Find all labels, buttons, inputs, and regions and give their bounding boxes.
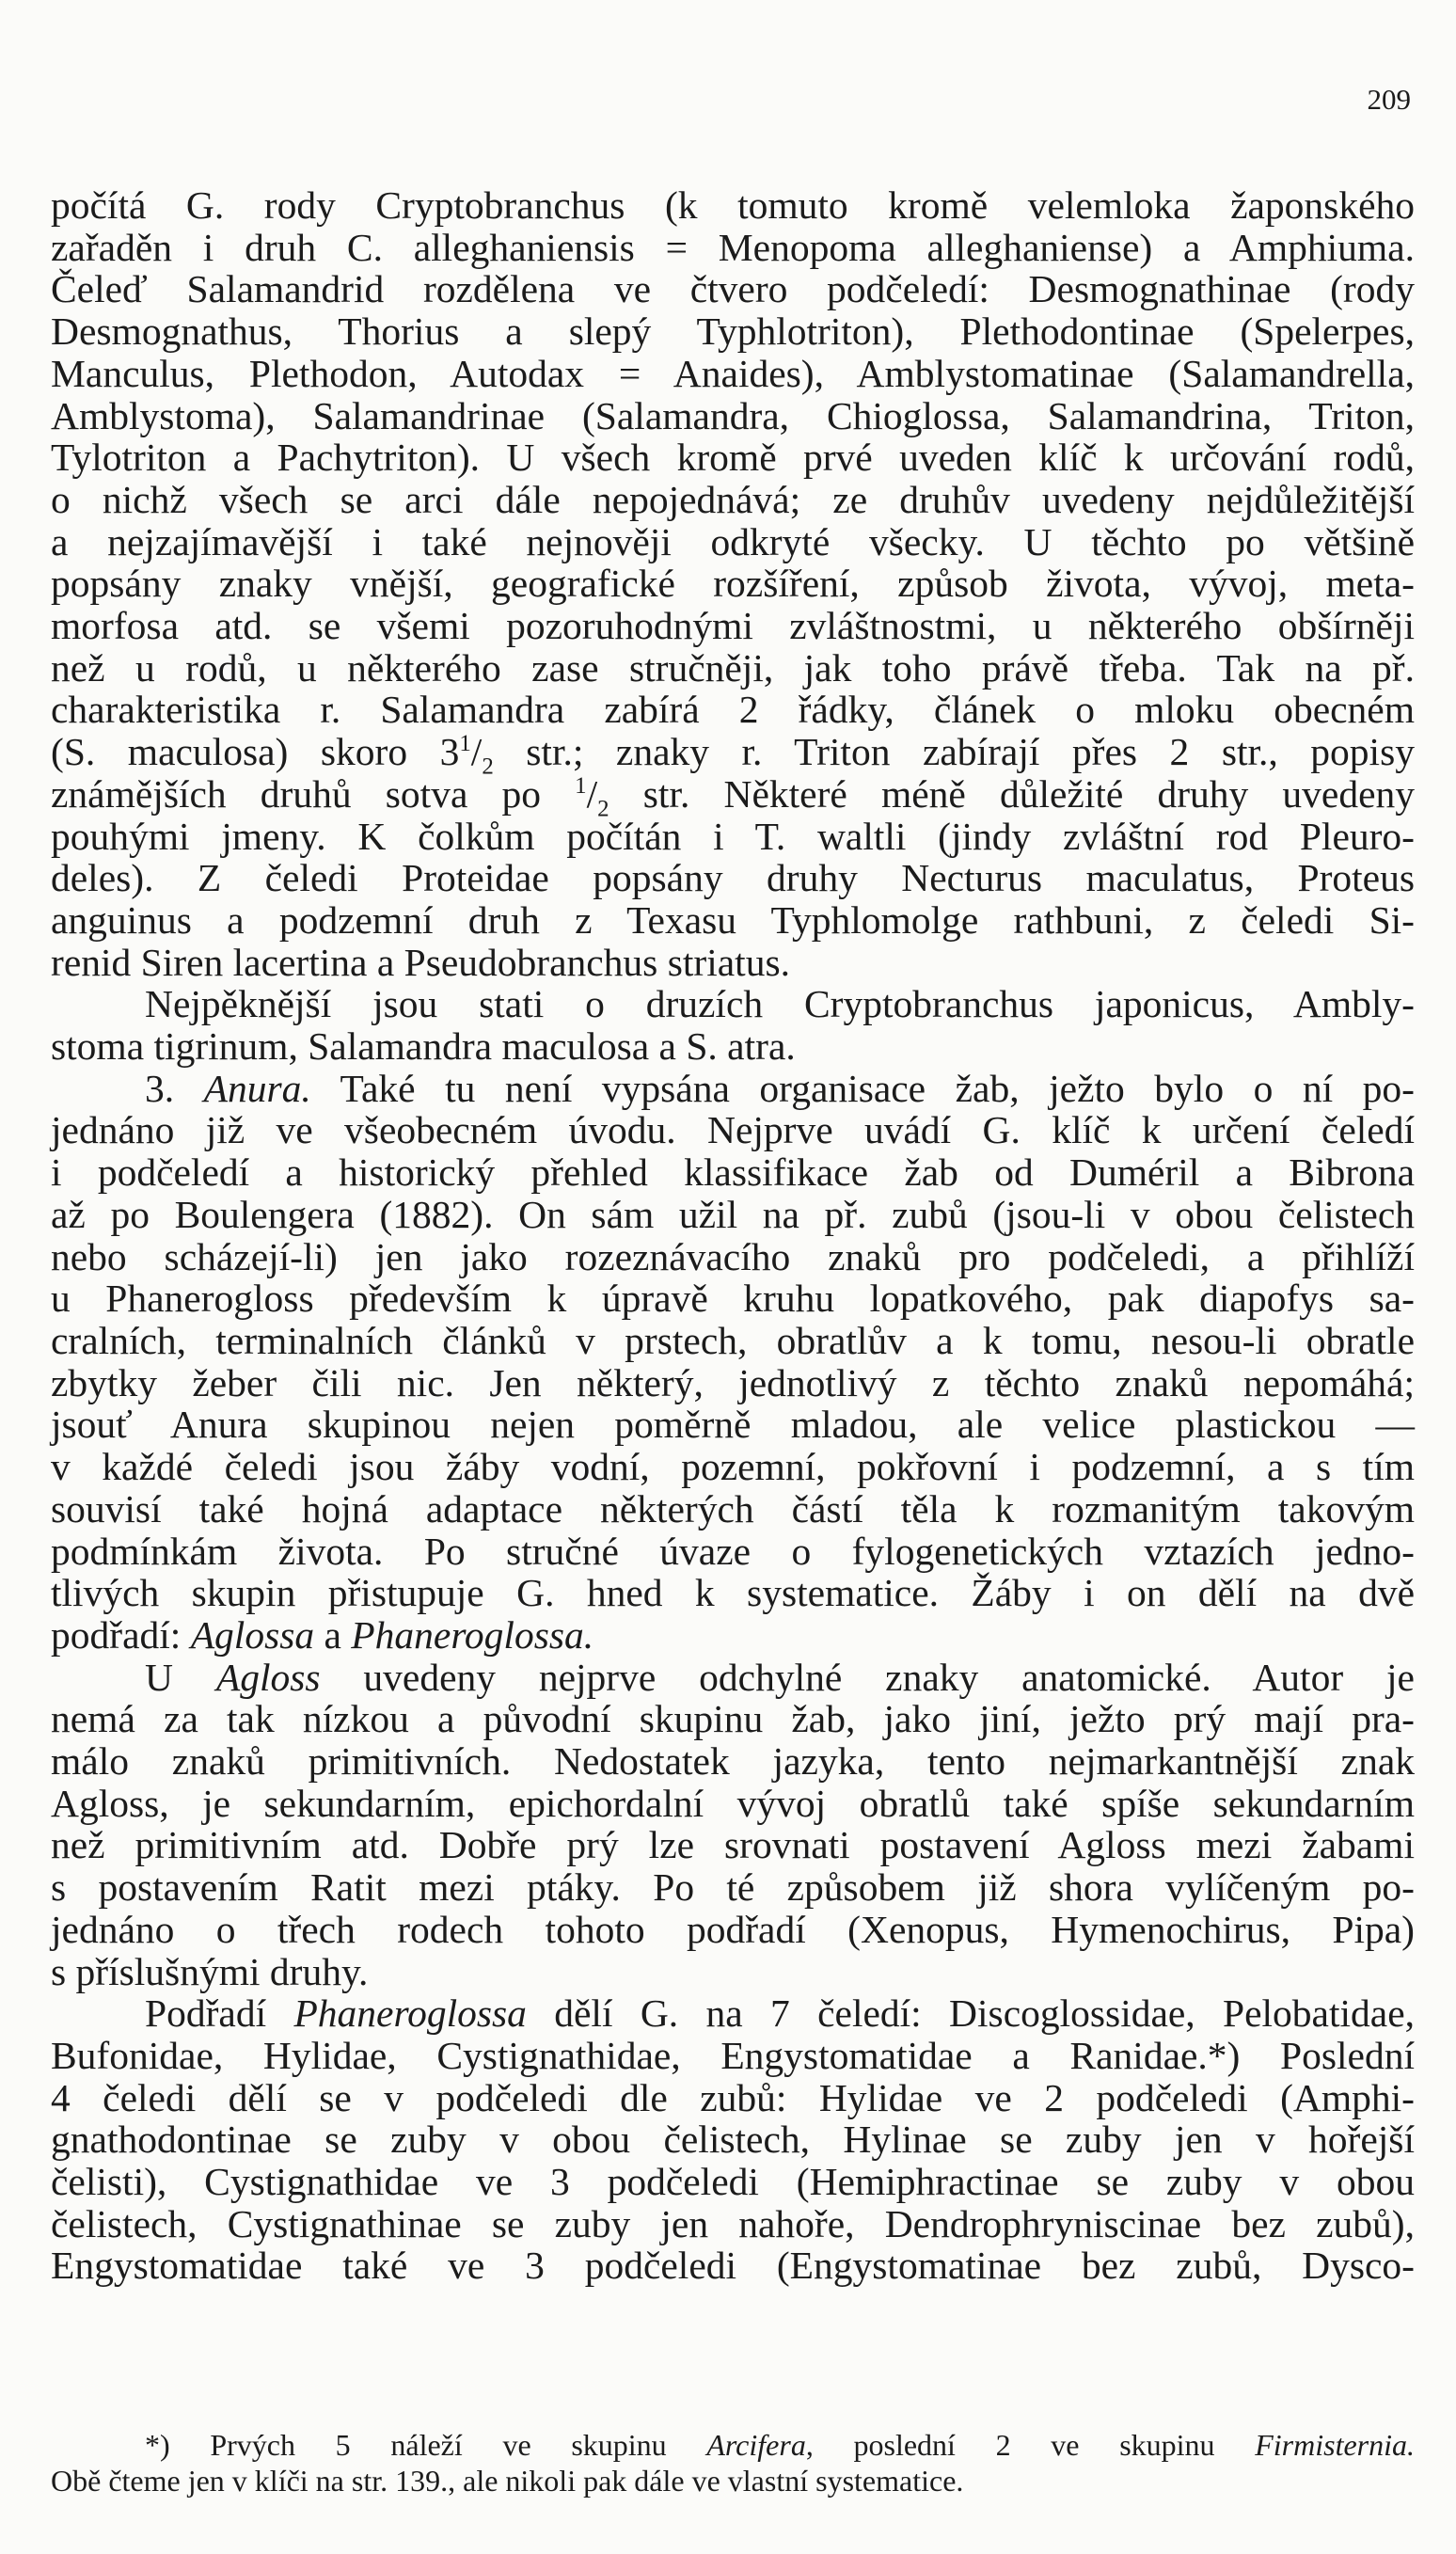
text-line: s příslušnými druhy. bbox=[51, 1949, 369, 1993]
footnote-line bbox=[51, 2427, 1415, 2463]
text-fragment: *) Prvých 5 náleží ve skupinu bbox=[145, 2428, 707, 2462]
text-line: jednáno již ve všeobecném úvodu. Nejprve uvádí G. klíč k určení čeledí bbox=[51, 1108, 1415, 1152]
text-fragment: Podřadí bbox=[145, 1991, 294, 2036]
section-number: 3. bbox=[145, 1066, 204, 1110]
text-line bbox=[51, 1992, 1415, 2035]
page-number: 209 bbox=[1367, 83, 1411, 116]
text-line: počítá G. rody Cryptobranchus (k tomuto kromě velemloka žaponského bbox=[51, 183, 1415, 227]
text-fragment: podřadí: bbox=[51, 1612, 191, 1657]
text-line: zařaděn i druh C. alleghaniensis = Menopoma alleghaniense) a Amphiuma. bbox=[51, 225, 1415, 269]
text-line: s postavením Ratit mezi ptáky. Po té způsobem již shora vylíčeným po- bbox=[51, 1865, 1415, 1910]
text-line: a nejzajímavější i také nejnověji odkryté všecky. U těchto po většině bbox=[51, 519, 1415, 563]
text-fragment: a bbox=[314, 1612, 352, 1657]
fraction-numerator: 1 bbox=[459, 731, 471, 757]
text-fragment: Také tu není vypsána organisace žab, ježto bylo o ní po- bbox=[310, 1066, 1416, 1110]
text-line: Amblystoma), Salamandrinae (Salamandra, Chioglossa, Salamandrina, Triton, bbox=[51, 393, 1415, 437]
text-line: než u rodů, u některého zase stručněji, jak toho právě třeba. Tak na př. bbox=[51, 645, 1415, 690]
text-line: morfosa atd. se všemi pozoruhodnými zvláštnostmi, u některého obšírněji bbox=[51, 604, 1415, 648]
text-line bbox=[51, 1068, 1415, 1110]
text-line: Manculus, Plethodon, Autodax = Anaides), Amblystomatinae (Salamandrella, bbox=[51, 351, 1415, 395]
text-line: cralních, terminalních článků v prstech, obratlův a k tomu, nesou-li obratle bbox=[51, 1318, 1415, 1362]
footnote bbox=[51, 2427, 1415, 2498]
text-line: nebo scházejí-li) jen jako rozeznávacího znaků pro podčeledi, a přihlíží bbox=[51, 1234, 1415, 1278]
text-line: Nejpěknější jsou stati o druzích Cryptobranchus japonicus, Ambly- bbox=[145, 982, 1415, 1026]
text-fragment: známějších druhů sotva po bbox=[51, 771, 576, 816]
text-line: i podčeledí a historický přehled klassifikace žab od Duméril a Bibrona bbox=[51, 1150, 1415, 1195]
text-line: deles). Z čeledi Proteidae popsány druhy Necturus maculatus, Proteus bbox=[51, 856, 1415, 900]
text-line: Engystomatidae také ve 3 podčeledi (Engystomatinae bez zubů, Dysco- bbox=[51, 2244, 1415, 2288]
taxon-name: Aglossa bbox=[190, 1612, 315, 1657]
text-line: jsouť Anura skupinou nejen poměrně mladou, ale velice plastickou — bbox=[51, 1403, 1415, 1447]
text-line: popsány znaky vnější, geografické rozšíření, způsob života, vývoj, meta- bbox=[51, 562, 1415, 606]
text-line: čelisti), Cystignathidae ve 3 podčeledi (Hemiphractinae se zuby v obou bbox=[51, 2160, 1415, 2204]
text-line: renid Siren lacertina a Pseudobranchus striatus. bbox=[51, 940, 790, 984]
text-line: čelistech, Cystignathinae se zuby jen nahoře, Dendrophryniscinae bez zubů), bbox=[51, 2201, 1415, 2245]
text-line: tlivých skupin přistupuje G. hned k systematice. Žáby i on dělí na dvě bbox=[51, 1571, 1415, 1615]
fraction-denominator: 2 bbox=[597, 796, 609, 822]
text-line: 4 čeledi dělí se v podčeledi dle zubů: Hylidae ve 2 podčeledi (Amphi- bbox=[51, 2075, 1415, 2119]
text-line: Tylotriton a Pachytriton). U všech kromě prvé uveden klíč k určování rodů, bbox=[51, 436, 1415, 480]
text-line bbox=[51, 1657, 1415, 1699]
text-fragment: uvedeny nejprve odchylné znaky anatomické. Autor je bbox=[320, 1655, 1415, 1699]
text-line: Desmognathus, Thorius a slepý Typhlotriton), Plethodontinae (Spelerpes, bbox=[51, 309, 1415, 354]
fraction-numerator: 1 bbox=[575, 773, 587, 800]
text-line: až po Boulengera (1882). On sám užil na př. zubů (jsou-li v obou čelistech bbox=[51, 1192, 1415, 1236]
text-fragment: , poslední 2 ve skupinu bbox=[805, 2428, 1256, 2462]
taxon-name: Firmisternia. bbox=[1255, 2428, 1416, 2462]
text-line bbox=[51, 771, 1416, 822]
text-line: anguinus a podzemní druh z Texasu Typhlomolge rathbuni, z čeledi Si- bbox=[51, 897, 1415, 942]
text-line: stoma tigrinum, Salamandra maculosa a S. atra. bbox=[51, 1024, 796, 1069]
taxon-name: Phaneroglossa bbox=[293, 1991, 527, 2036]
text-line: podmínkám života. Po stručné úvaze o fylogenetických vztazích jedno- bbox=[51, 1529, 1415, 1573]
text-line bbox=[51, 730, 1415, 780]
text-fragment: dělí G. na 7 čeledí: Discoglossidae, Pelobatidae, bbox=[526, 1991, 1415, 2036]
text-line: o nichž všech se arci dále nepojednává; ze druhův uvedeny nejdůležitější bbox=[51, 477, 1415, 521]
fraction-slash: / bbox=[470, 730, 483, 774]
fraction-denominator: 2 bbox=[482, 754, 494, 780]
body-text bbox=[51, 184, 1415, 2287]
text-line bbox=[51, 1614, 1415, 1657]
text-line: Bufonidae, Hylidae, Cystignathidae, Engystomatidae a Ranidae.*) Poslední bbox=[51, 2033, 1415, 2077]
taxon-name: Phaneroglossa. bbox=[351, 1612, 594, 1657]
text-line: souvisí také hojná adaptace některých částí těla k rozmanitým takovým bbox=[51, 1486, 1415, 1531]
text-line: pouhými jmeny. K čolkům počítán i T. waltli (jindy zvláštní rod Pleuro- bbox=[51, 814, 1415, 858]
text-line: než primitivním atd. Dobře prý lze srovnati postavení Agloss mezi žabami bbox=[51, 1823, 1415, 1867]
footnote-line: Obě čteme jen v klíči na str. 139., ale nikoli pak dále ve vlastní systematice. bbox=[51, 2464, 964, 2498]
text-line: Čeleď Salamandrid rozdělena ve čtvero podčeledí: Desmognathinae (rody bbox=[51, 267, 1415, 311]
text-fragment: str.; znaky r. Triton zabírají přes 2 str., popisy bbox=[493, 730, 1415, 774]
text-line: v každé čeledi jsou žáby vodní, pozemní, pokřovní i podzemní, a s tím bbox=[51, 1445, 1415, 1489]
text-line: jednáno o třech rodech tohoto podřadí (Xenopus, Hymenochirus, Pipa) bbox=[51, 1907, 1415, 1951]
text-line: u Phanerogloss především k úpravě kruhu lopatkového, pak diapofys sa- bbox=[51, 1277, 1415, 1321]
text-fragment: (S. maculosa) skoro 3 bbox=[51, 730, 460, 774]
text-line: málo znaků primitivních. Nedostatek jazyka, tento nejmarkantnější znak bbox=[51, 1739, 1415, 1784]
text-line: Agloss, je sekundarním, epichordalní vývoj obratlů také spíše sekundarním bbox=[51, 1781, 1415, 1825]
section-title: Anura. bbox=[203, 1066, 311, 1110]
taxon-name: Agloss bbox=[215, 1655, 321, 1699]
text-line: charakteristika r. Salamandra zabírá 2 řádky, článek o mloku obecném bbox=[51, 688, 1415, 732]
fraction-slash: / bbox=[586, 771, 598, 816]
text-line: nemá za tak nízkou a původní skupinu žab, jako jiní, ježto prý mají pra- bbox=[51, 1697, 1415, 1741]
text-fragment: str. Některé méně důležité druhy uvedeny bbox=[609, 771, 1416, 816]
text-fragment: U bbox=[145, 1655, 216, 1699]
text-line: gnathodontinae se zuby v obou čelistech, Hylinae se zuby jen v hořejší bbox=[51, 2118, 1415, 2162]
text-line: zbytky žeber čili nic. Jen některý, jednotlivý z těchto znaků nepomáhá; bbox=[51, 1360, 1415, 1404]
taxon-name: Arcifera bbox=[706, 2428, 806, 2462]
